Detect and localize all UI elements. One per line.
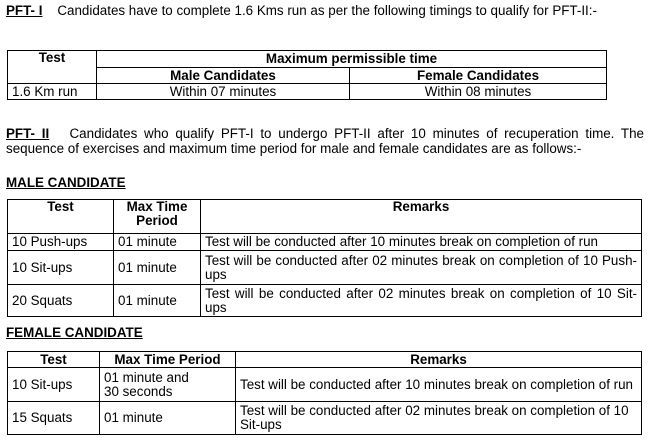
cell-time: 01 minute bbox=[114, 251, 201, 285]
cell-test: 1.6 Km run bbox=[8, 84, 97, 100]
cell-test: 10 Sit-ups bbox=[8, 368, 100, 402]
header-max-time-period: Max Time Period bbox=[100, 352, 236, 368]
header-test: Test bbox=[8, 352, 100, 368]
table-row bbox=[8, 234, 642, 251]
header-female: Female Candidates bbox=[350, 68, 607, 84]
header-max-time: Maximum permissible time bbox=[97, 51, 607, 68]
header-remarks: Remarks bbox=[201, 200, 642, 234]
male-candidate-table bbox=[7, 199, 642, 317]
cell-remarks: Test will be conducted after 10 minutes break on completion of run bbox=[201, 234, 642, 251]
pft1-timing-table bbox=[7, 50, 607, 100]
cell-test: 15 Squats bbox=[8, 402, 100, 435]
cell-time: 01 minute and 30 seconds bbox=[100, 368, 236, 402]
table-row bbox=[8, 84, 607, 100]
cell-remarks: Test will be conducted after 02 minutes break on completion of 10 Sit-ups bbox=[236, 402, 642, 435]
table-header-row bbox=[8, 200, 642, 234]
cell-test: 10 Push-ups bbox=[8, 234, 114, 251]
header-max-time-period: Max Time Period bbox=[114, 200, 201, 234]
cell-remarks: Test will be conducted after 02 minutes break on completion of 10 Sit-ups bbox=[201, 285, 642, 317]
table-row bbox=[8, 368, 642, 402]
female-candidate-heading: FEMALE CANDIDATE bbox=[6, 325, 143, 340]
header-male: Male Candidates bbox=[97, 68, 350, 84]
table-row bbox=[8, 285, 642, 317]
pft1-paragraph bbox=[6, 3, 644, 18]
table-subheader-row bbox=[8, 68, 607, 84]
cell-remarks: Test will be conducted after 10 minutes break on completion of run bbox=[236, 368, 642, 402]
pft1-text: Candidates have to complete 1.6 Kms run as per the following timings to qualify for PFT-II:- bbox=[57, 3, 597, 18]
cell-female: Within 08 minutes bbox=[350, 84, 607, 100]
table-header-row bbox=[8, 51, 607, 68]
pft2-text: Candidates who qualify PFT-I to undergo PFT-II after 10 minutes of recuperation time. The sequence of exercises and maximum time period for male and female candidates are as follows:- bbox=[6, 126, 644, 156]
male-candidate-heading: MALE CANDIDATE bbox=[6, 175, 126, 190]
table-row bbox=[8, 251, 642, 285]
cell-time: 01 minute bbox=[114, 234, 201, 251]
pft2-label: PFT- II bbox=[6, 126, 50, 141]
cell-test: 20 Squats bbox=[8, 285, 114, 317]
header-test: Test bbox=[8, 200, 114, 234]
cell-male: Within 07 minutes bbox=[97, 84, 350, 100]
female-candidate-table bbox=[7, 351, 642, 435]
header-test: Test bbox=[8, 51, 97, 84]
cell-time: 01 minute bbox=[100, 402, 236, 435]
pft1-label: PFT- I bbox=[6, 3, 43, 18]
cell-remarks: Test will be conducted after 02 minutes break on completion of 10 Push-ups bbox=[201, 251, 642, 285]
pft2-paragraph bbox=[6, 126, 644, 156]
cell-test: 10 Sit-ups bbox=[8, 251, 114, 285]
table-row bbox=[8, 402, 642, 435]
header-remarks: Remarks bbox=[236, 352, 642, 368]
table-header-row bbox=[8, 352, 642, 368]
cell-time: 01 minute bbox=[114, 285, 201, 317]
